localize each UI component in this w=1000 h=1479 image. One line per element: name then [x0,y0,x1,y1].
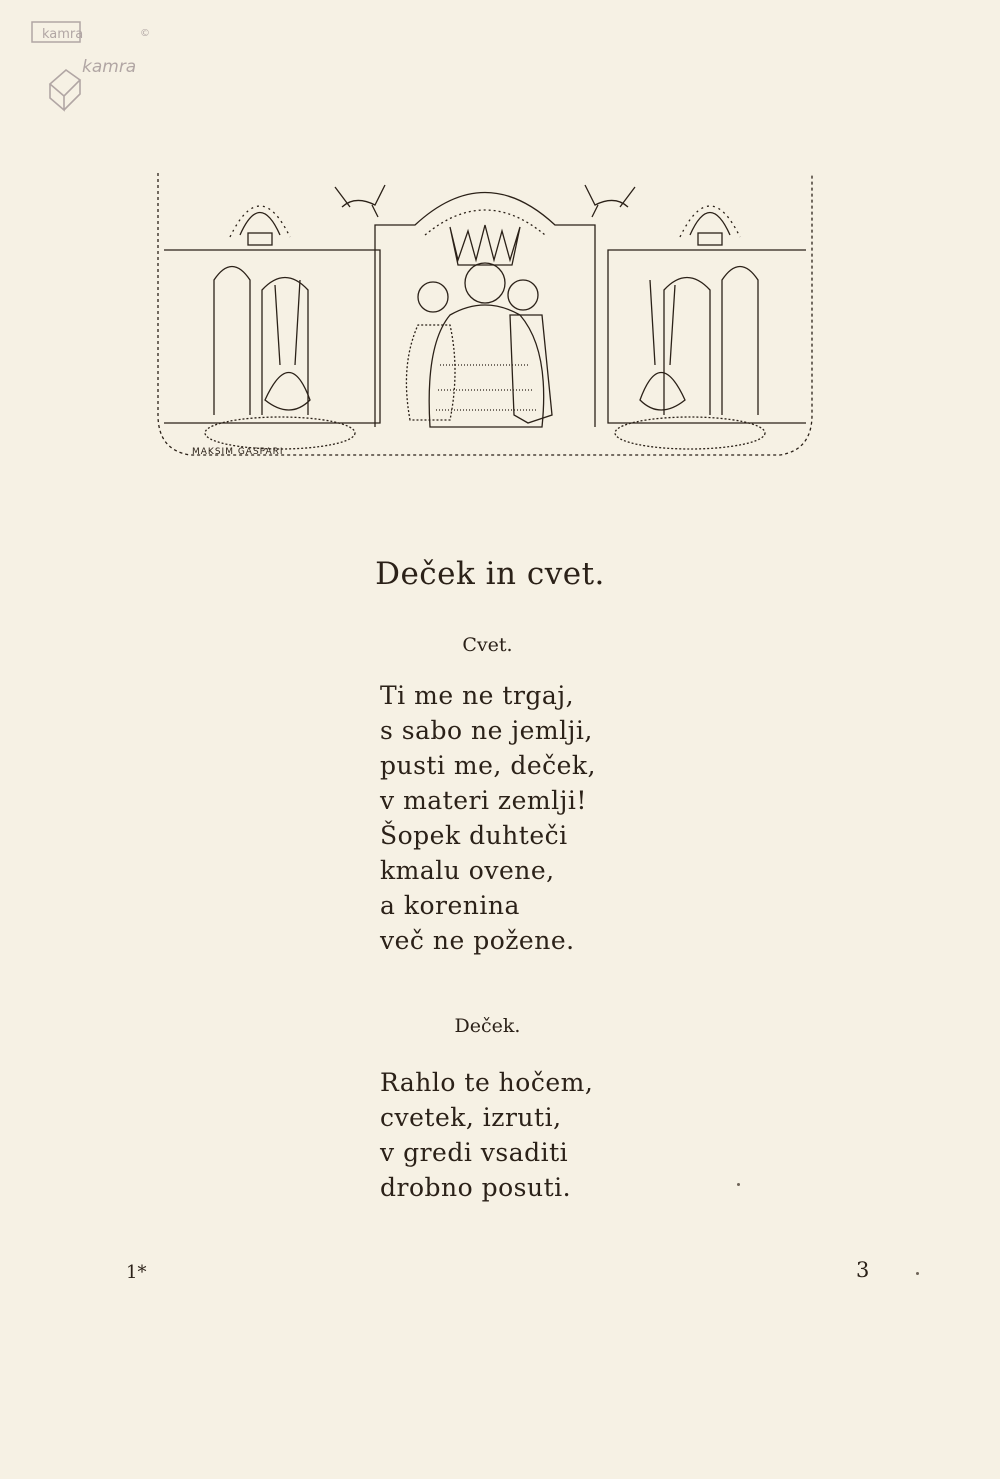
page-number: 3 [856,1258,870,1282]
poem-line: Rahlo te hočem, [380,1068,594,1097]
poem-line: a korenina [380,891,520,920]
poem-line: Ti me ne trgaj, [380,681,575,710]
paper-speck [916,1272,919,1275]
speaker-heading-boy: Deček. [454,1015,521,1037]
svg-text:kamra: kamra [42,27,84,42]
headpiece-illustration [150,165,820,470]
svg-text:kamra: kamra [82,57,137,77]
stanza-flower [380,678,596,958]
printer-signature-mark: 1* [126,1262,147,1283]
poem-line: v gredi vsaditi [380,1138,569,1167]
poem-line: cvetek, izruti, [380,1103,562,1132]
poem-line: s sabo ne jemlji, [380,716,593,745]
poem-line: Šopek duhteči [380,821,568,850]
svg-text:©: © [140,28,150,39]
poem-line: v materi zemlji! [380,786,587,815]
illustrator-signature: MAKSIM GASPARI [192,447,284,457]
poem-line: več ne požene. [380,926,575,955]
poem-line: pusti me, deček, [380,751,597,780]
poem-line: kmalu ovene, [380,856,555,885]
paper-speck [737,1183,740,1186]
poem-line: drobno posuti. [380,1173,572,1202]
stanza-boy [380,1065,593,1205]
speaker-heading-flower: Cvet. [462,634,513,656]
poem-title: Deček in cvet. [375,556,605,592]
kamra-watermark-logo [22,14,172,114]
